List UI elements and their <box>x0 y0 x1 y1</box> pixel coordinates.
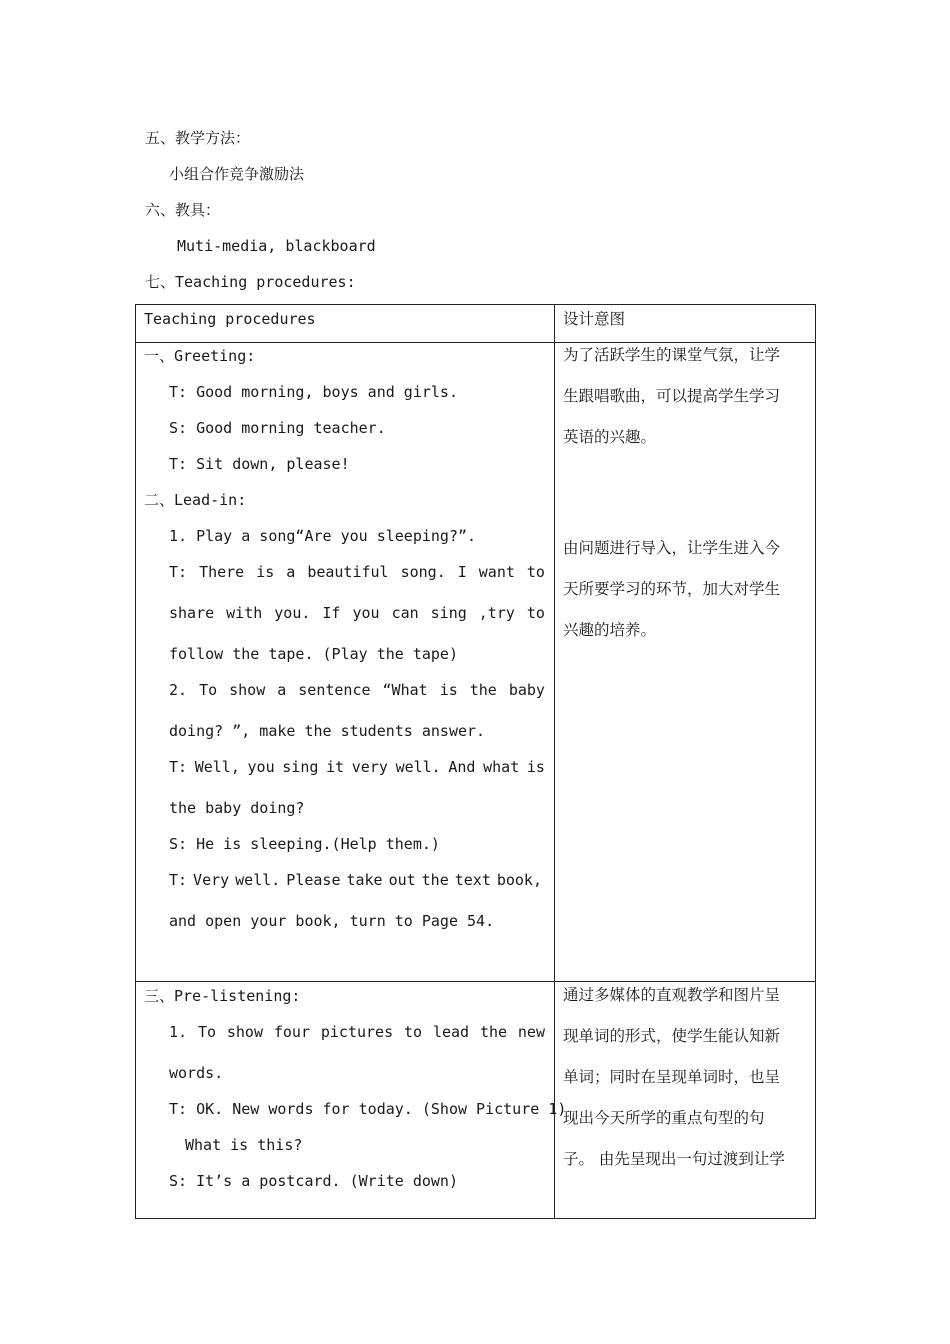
word: is <box>439 681 458 699</box>
word: Very <box>193 871 230 889</box>
leadin-title: 二、Lead-in: <box>144 491 247 509</box>
word: “What <box>382 681 428 699</box>
prelistening-title: 三、Pre-listening: <box>144 987 301 1005</box>
prelistening-line-3: S: It’s a postcard. (Write down) <box>169 1172 458 1190</box>
word: lead <box>432 1023 470 1041</box>
leadin-line-2b <box>169 603 545 623</box>
intent-prelistening <box>563 985 806 1190</box>
intent-line: 英语的兴趣。 <box>563 428 657 446</box>
table-border-middle <box>554 304 555 1219</box>
word: you. <box>274 604 311 622</box>
word: to <box>526 604 545 622</box>
intent-line: 天所要学习的环节，加大对学生 <box>563 580 781 598</box>
word: ,try <box>478 604 515 622</box>
word: 2. <box>169 681 188 699</box>
intent-line: 为了活跃学生的课堂气氛，让学 <box>563 346 781 364</box>
word: show <box>229 681 266 699</box>
word: new <box>517 1023 545 1041</box>
header-design-intent: 设计意图 <box>563 310 626 328</box>
greeting-line-1: T: Good morning, boys and girls. <box>169 383 458 401</box>
word: what <box>483 758 520 776</box>
word: song. <box>400 563 446 581</box>
word: share <box>169 604 215 622</box>
word: book, <box>496 871 542 889</box>
word: out <box>388 871 416 889</box>
word: to <box>404 1023 423 1041</box>
word: very <box>351 758 388 776</box>
word: can <box>391 604 419 622</box>
word: There <box>199 563 245 581</box>
leadin-line-5: S: He is sleeping.(Help them.) <box>169 835 440 853</box>
word: a <box>277 681 287 699</box>
intent-line: 生跟唱歌曲，可以提高学生学习 <box>563 387 781 405</box>
prelistening-line-2: T: OK. New words for today. (Show Picture 1) <box>169 1100 567 1118</box>
table-border-right <box>815 304 816 1219</box>
word: pictures <box>320 1023 394 1041</box>
prelistening-line-1a <box>169 1022 545 1042</box>
intent-line: 子。 由先呈现出一句过渡到让学 <box>563 1150 785 1168</box>
word: it <box>326 758 345 776</box>
section-7-title: 七、Teaching procedures: <box>145 273 356 291</box>
word: to <box>526 563 545 581</box>
word: sing <box>282 758 319 776</box>
word: four <box>273 1023 310 1041</box>
section-5-title: 五、教学方法： <box>145 129 251 147</box>
intent-line: 由问题进行导入，让学生进入今 <box>563 539 781 557</box>
word: take <box>346 871 383 889</box>
intent-line: 现出今天所学的重点句型的句 <box>563 1109 765 1127</box>
word: I <box>457 563 467 581</box>
table-row-divider <box>135 981 816 982</box>
word: 1. <box>169 1023 188 1041</box>
word: To <box>197 1023 216 1041</box>
word: To <box>199 681 218 699</box>
word: well. <box>395 758 441 776</box>
prelistening-line-1b: words. <box>169 1064 224 1082</box>
word: is <box>256 563 275 581</box>
leadin-line-2a <box>169 562 545 582</box>
word: a <box>286 563 296 581</box>
table-border-top <box>135 304 816 305</box>
word: the <box>421 871 449 889</box>
leadin-line-6b: and open your book, turn to Page 54. <box>169 912 495 930</box>
intent-greeting <box>563 345 806 468</box>
word: with <box>226 604 263 622</box>
leadin-line-6a <box>169 870 542 890</box>
leadin-line-4b: the baby doing? <box>169 799 305 817</box>
header-teaching-procedures: Teaching procedures <box>144 310 316 328</box>
intent-line: 兴趣的培养。 <box>563 621 657 639</box>
intent-leadin <box>563 538 806 661</box>
word: Well, <box>194 758 240 776</box>
leadin-line-1: 1. Play a song“Are you sleeping?”. <box>169 527 477 545</box>
intent-line: 现单词的形式，使学生能认知新 <box>563 1027 781 1045</box>
greeting-line-2: S: Good morning teacher. <box>169 419 386 437</box>
word: beautiful <box>307 563 389 581</box>
word: sentence <box>298 681 371 699</box>
word: is <box>526 758 545 776</box>
leadin-line-2c: follow the tape. (Play the tape) <box>169 645 458 663</box>
greeting-title: 一、Greeting: <box>144 347 256 365</box>
word: want <box>478 563 515 581</box>
leadin-line-4a <box>169 757 545 777</box>
word: sing <box>430 604 467 622</box>
word: And <box>448 758 476 776</box>
intent-line: 通过多媒体的直观教学和图片呈 <box>563 986 781 1004</box>
word: If <box>322 604 341 622</box>
word: Please <box>286 871 341 889</box>
word: show <box>226 1023 263 1041</box>
word: the <box>479 1023 508 1041</box>
table-border-left <box>135 304 136 1219</box>
greeting-line-3: T: Sit down, please! <box>169 455 350 473</box>
section-5-body: 小组合作竞争激励法 <box>169 165 305 183</box>
word: text <box>454 871 491 889</box>
word: T: <box>169 758 188 776</box>
leadin-line-3b: doing? ”, make the students answer. <box>169 722 486 740</box>
leadin-line-3a <box>169 680 545 700</box>
section-6-body: Muti-media, blackboard <box>177 237 376 255</box>
word: baby <box>508 681 545 699</box>
word: well. <box>235 871 281 889</box>
word: T: <box>169 871 188 889</box>
word: you <box>352 604 380 622</box>
prelistening-line-2b: What is this? <box>185 1136 303 1154</box>
word: T: <box>169 563 188 581</box>
word: the <box>469 681 497 699</box>
word: you <box>247 758 275 776</box>
table-header-divider <box>135 342 816 343</box>
section-6-title: 六、教具： <box>145 201 221 219</box>
intent-line: 单词；同时在呈现单词时，也呈 <box>563 1068 781 1086</box>
table-border-bottom <box>135 1218 816 1219</box>
